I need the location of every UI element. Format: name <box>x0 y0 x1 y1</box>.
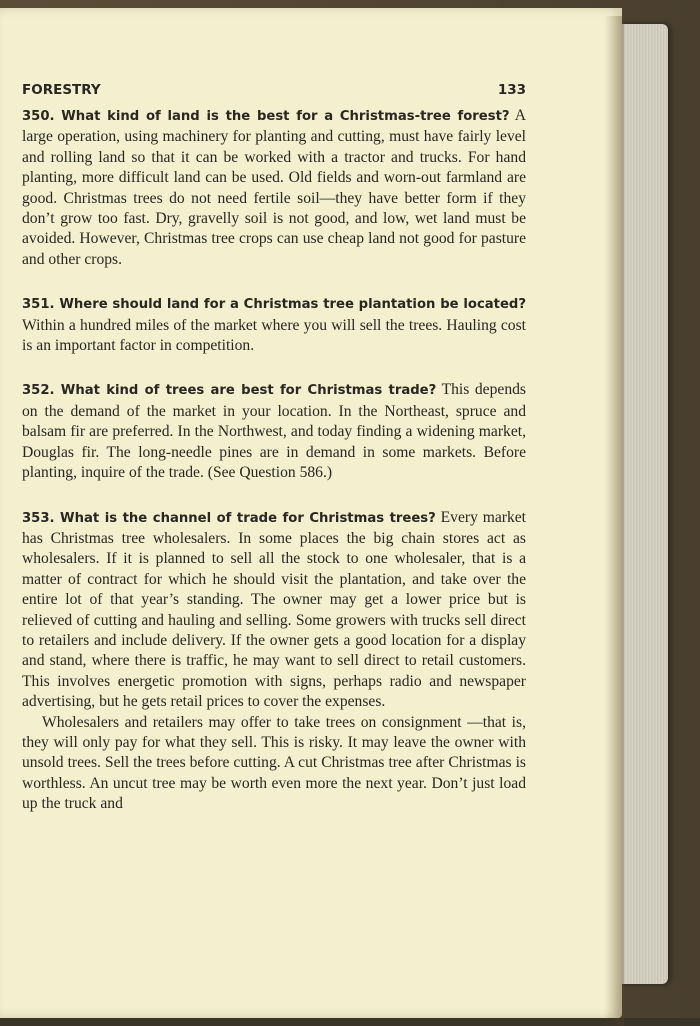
question-350 <box>22 106 526 270</box>
answer-continuation: Wholesalers and retailers may offer to take trees on consignment —that is, they will only pay for what they sell. This is risky. It may leave the owner with unsold trees. Sell the trees before cutting. A cut Christmas tree after Christmas is worthless. An uncut tree may be worth even more the next year. Don’t just load up the truck and <box>22 713 526 813</box>
page <box>0 8 622 1018</box>
page-edges <box>618 24 668 984</box>
page-content <box>22 80 526 839</box>
answer-text: A large operation, using machinery for planting and cutting, must have fairly level and rolling land so that it can be worked with a tractor and trucks. For hand planting, more difficult land can be used. Old fields and worn-out farmland are good. Christmas trees do not need fertile soil—they have better form if they don’t grow too fast. Dry, gravelly soil is not good, and low, wet land must be avoided. However, Christmas tree crops can use cheap land not good for pasture and other crops. <box>22 107 526 268</box>
question-heading: 350. What kind of land is the best for a Christmas-tree forest? <box>22 109 510 124</box>
page-number: 133 <box>497 82 526 98</box>
question-heading: 353. What is the channel of trade for Christmas trees? <box>22 510 436 526</box>
question-352 <box>22 380 526 483</box>
question-353 <box>22 508 526 815</box>
answer-text: This depends on the demand of the market in your location. In the Northeast, spruce and balsam fir are preferred. In the Northwest, and today finding a widening market, Douglas fir. The long-needle pines are in demand in some markets. Before planting, inquire of the trade. (See Question 586.) <box>22 381 526 482</box>
answer-text: Every market has Christmas tree wholesalers. In some places the big chain stores act as wholesalers. If it is planned to sell all the stock to one wholesaler, that is a matter of contract for which he should visit the plantation, and take over the entire lot of that year’s standing. The owner may get a lower price but is relieved of cutting and hauling and selling. Some growers with trucks sell direct to retailers and include delivery. If the owner gets a good location for a display and stand, where there is traffic, he may want to sell direct to retail customers. This involves energetic promotion with signs, perhaps radio and newspaper advertising, but he gets retail prices to cover the expenses. <box>22 508 526 711</box>
running-head <box>22 80 526 100</box>
question-351 <box>22 294 526 356</box>
page-gutter-shadow <box>604 16 624 1026</box>
section-title: FORESTRY <box>22 82 101 98</box>
question-heading: 352. What kind of trees are best for Christmas trade? <box>22 383 437 399</box>
answer-text: Within a hundred miles of the market where you will sell the trees. Hauling cost is an important factor in competition. <box>22 316 526 355</box>
question-heading: 351. Where should land for a Christmas tree plantation be located? <box>22 297 526 313</box>
